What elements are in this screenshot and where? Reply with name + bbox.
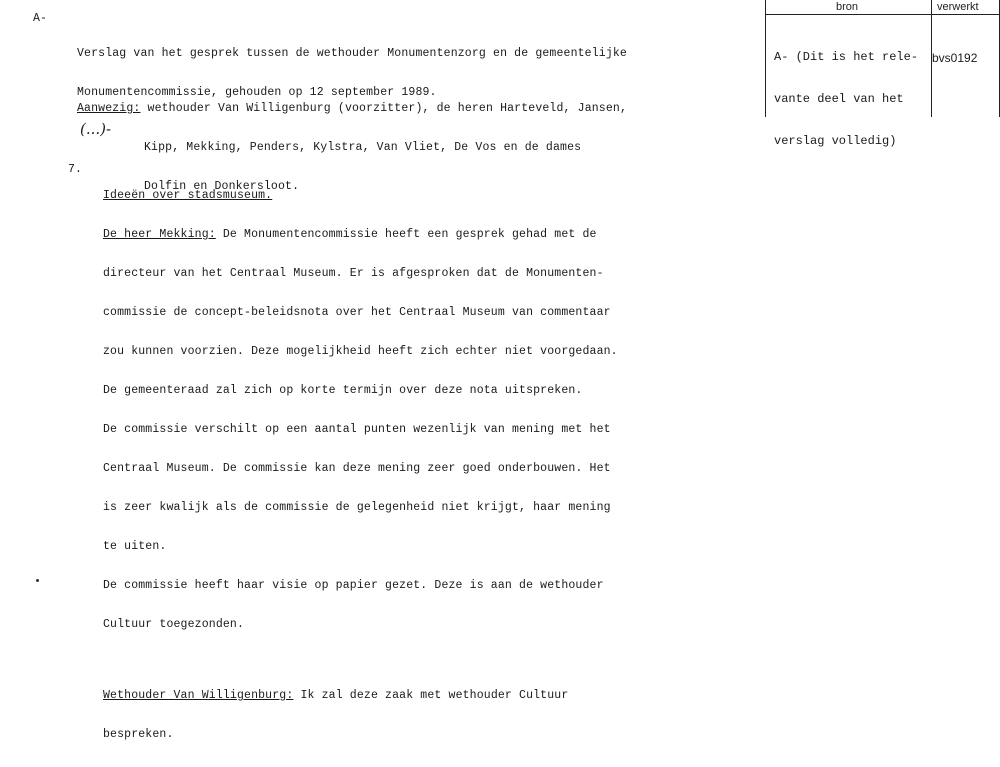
agenda-item-number: 7. [68, 163, 83, 176]
report-title-line: Verslag van het gesprek tussen de wethouder Monumentenzorg en de gemeentelijke [77, 47, 627, 60]
speaker-label: De heer Mekking: [103, 228, 216, 241]
paragraph-line: Cultuur toegezonden. [103, 618, 245, 631]
agenda-item-body [103, 163, 618, 767]
paragraph-line: commissie de concept-beleidsnota over het Centraal Museum van commentaar [103, 306, 611, 319]
speaker-label: Wethouder Van Willigenburg: [103, 689, 294, 702]
attendees-text: wethouder Van Willigenburg (voorzitter), de heren Harteveld, Jansen, [140, 102, 627, 115]
report-title-line: Monumentencommissie, gehouden op 12 september 1989. [77, 86, 437, 99]
paragraph-line [103, 689, 618, 702]
attendees-line [77, 102, 627, 115]
paragraph-line: is zeer kwalijk als de commissie de gelegenheid niet krijgt, haar mening [103, 501, 611, 514]
bron-line: A- (Dit is het rele- [774, 50, 919, 64]
handwritten-ellipsis: (...)- [80, 120, 112, 138]
stray-dot [36, 579, 39, 582]
table-border-left [765, 0, 766, 117]
bron-line: vante deel van het [774, 92, 904, 106]
column-header-bron: bron [836, 1, 859, 13]
verwerkt-cell: bvs0192 [932, 51, 978, 65]
paragraph-line: bespreken. [103, 728, 174, 741]
paragraph-line: Centraal Museum. De commissie kan deze mening zeer goed onderbouwen. Het [103, 462, 611, 475]
paragraph-line: De gemeenteraad zal zich op korte termijn over deze nota uitspreken. [103, 384, 583, 397]
column-header-verwerkt: verwerkt [937, 1, 979, 13]
section-marker: A- [33, 12, 48, 25]
attendees-line: Dolfin en Donkersloot. [144, 180, 300, 193]
paragraph-line: zou kunnen voorzien. Deze mogelijkheid heeft zich echter niet voorgedaan. [103, 345, 618, 358]
table-header-divider [765, 14, 1000, 15]
paragraph-gap [103, 657, 618, 663]
attendees-label: Aanwezig: [77, 102, 141, 115]
source-table [765, 0, 1000, 148]
paragraph-line: De commissie heeft haar visie op papier gezet. Deze is aan de wethouder [103, 579, 604, 592]
paragraph-line [103, 228, 618, 241]
attendees-line: Kipp, Mekking, Penders, Kylstra, Van Vliet, De Vos en de dames [144, 141, 582, 154]
agenda-item-heading: Ideeën over stadsmuseum. [103, 189, 273, 202]
speaker-text: Ik zal deze zaak met wethouder Cultuur [293, 689, 569, 702]
speaker-text: De Monumentencommissie heeft een gesprek gehad met de [215, 228, 597, 241]
bron-line: verslag volledig) [774, 134, 897, 148]
bron-cell [774, 22, 918, 176]
paragraph-line: directeur van het Centraal Museum. Er is afgesproken dat de Monumenten- [103, 267, 604, 280]
paragraph-line: De commissie verschilt op een aantal punten wezenlijk van mening met het [103, 423, 611, 436]
paragraph-line: te uiten. [103, 540, 167, 553]
